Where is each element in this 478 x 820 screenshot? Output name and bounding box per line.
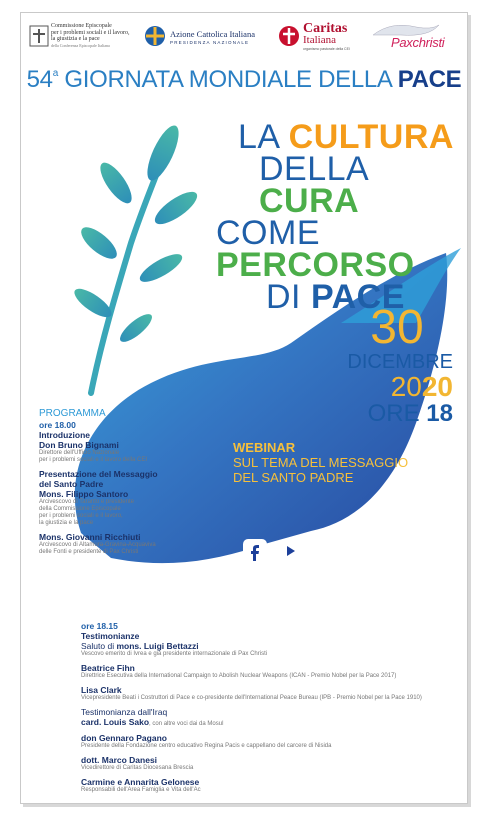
caritas-country: Italiana (303, 34, 336, 46)
sako-line (81, 717, 461, 728)
year-part-1: 20 (390, 371, 422, 402)
program-part-1 (39, 408, 189, 556)
speaker-gelonese: Carmine e Annarita Gelonese (81, 777, 200, 787)
youtube-label: YOUTUBE (369, 563, 419, 574)
speaker-santoro: Mons. Filippo Santoro (39, 489, 129, 499)
main-title (216, 118, 467, 316)
time-value: 18 (426, 400, 453, 427)
title-percorso: PERCORSO (216, 246, 415, 284)
speaker-bettazzi: mons. Luigi Bettazzi (116, 641, 199, 651)
leaf (141, 122, 184, 185)
webinar-line-3: DEL SANTO PADRE (233, 470, 354, 485)
webinar-line-2: SUL TEMA DEL MESSAGGIO (233, 455, 409, 470)
testimonies-heading: Testimonianze (81, 631, 140, 641)
year-part-2: 20 (421, 371, 453, 402)
caritas-name: Caritas (303, 21, 348, 36)
bignami-role-2: per i problemi sociali e il lavoro della CEI (39, 457, 148, 463)
presentation-heading-1: Presentazione del Messaggio (39, 469, 158, 479)
pagano-role: Presidente della Fondazione centro educativo Regina Pacis e cappellano del carcere di Nisida (81, 743, 332, 749)
live-mid: sulla pagina (368, 539, 425, 550)
youtube-icon[interactable] (274, 539, 306, 563)
title-come: COME (216, 214, 320, 252)
title-della: DELLA (259, 150, 368, 188)
speaker-sako: card. Louis Sako (81, 717, 150, 727)
speaker-fihn: Beatrice Fihn (81, 663, 135, 673)
program-label: PROGRAMMA (39, 408, 106, 419)
iraq-testimony-heading: Testimonianza dall'Iraq (81, 707, 168, 717)
gelonese-role: Responsabili dell'Area Famiglia e Vita dell'Ac (81, 787, 201, 793)
cei-line-3: la giustizia e la pace (51, 36, 100, 42)
date-day: 30 (370, 301, 424, 354)
fihn-role: Direttrice Esecutiva della International Campaign to Abolish Nuclear Weapons (ICAN - Premio Nobel per la Pace 2017) (81, 673, 397, 679)
speaker-ricchiuti: Mons. Giovanni Ricchiuti (39, 532, 141, 542)
channel-mid: e sul canale (313, 563, 370, 574)
live-label: IN DIRETTA (313, 539, 369, 550)
title-pace: PACE (310, 278, 405, 316)
greeting-prefix: Saluto di (81, 641, 117, 651)
social-line-2 (313, 563, 467, 575)
cei-line-1: Commissione Episcopale (51, 23, 112, 29)
ricchiuti-role-1: Arcivescovo di Altamura-Gravina-Acquaviva (39, 542, 156, 548)
intro-heading: Introduzione (39, 430, 90, 440)
santoro-role-3: per i problemi sociali e il lavoro, (39, 513, 123, 519)
clark-role: Vicepresidente Beati i Costruttori di Pace e co-presidente dell'International Peace Bureau (IPB - Premio Nobel per la Pace 1910) (81, 695, 422, 701)
speaker-pagano: don Gennaro Pagano (81, 733, 167, 743)
event-headline (21, 66, 467, 94)
date-time (341, 401, 453, 427)
social-text (313, 539, 467, 575)
program-part-2 (81, 621, 461, 794)
leaf (150, 186, 201, 229)
danesi-role: Vicedirettore di Caritas Diocesana Brescia (81, 765, 194, 771)
logo-bar (21, 13, 467, 63)
ac-name: Azione Cattolica Italiana (170, 29, 255, 39)
title-line-2 (236, 150, 467, 220)
webinar-block (233, 440, 408, 485)
leaf (116, 310, 156, 346)
santoro-role-2: della Commissione Episcopale (39, 506, 121, 512)
headline-text: GIORNATA MONDIALE DELLA (64, 66, 392, 93)
time-label: ORE (367, 400, 427, 427)
edition-number: 54 (26, 66, 53, 93)
greeting-line (81, 641, 461, 651)
paxchristi-logo (371, 21, 461, 55)
webinar-label: WEBINAR (233, 440, 296, 455)
bignami-role-1: Direttore dell'Ufficio Nazionale (39, 450, 120, 456)
bettazzi-role: Vescovo emerito di Ivrea e già presidente internazionale di Pax Christi (81, 651, 268, 657)
caritas-cross-icon (278, 23, 300, 49)
cei-emblem-icon (29, 25, 49, 47)
sako-suffix: , con altre voci dai da Mosul (149, 721, 224, 727)
facebook-icon[interactable] (243, 539, 267, 563)
facebook-label: FACEBOOK (313, 551, 370, 562)
date-month: DICEMBRE (347, 351, 453, 373)
poster (20, 12, 468, 804)
title-line-3 (216, 214, 467, 284)
title-di: DI (266, 278, 311, 316)
cei-line-4: della Conferenza Episcopale Italiana (51, 42, 110, 48)
title-line-1 (236, 118, 467, 156)
santoro-role-4: la giustizia e la pace (39, 520, 94, 526)
paxchristi-name: Paxchristi (391, 35, 445, 50)
title-cultura: CULTURA (288, 118, 454, 156)
ac-subtitle: PRESIDENZA NAZIONALE (170, 40, 250, 45)
time-1800: ore 18.00 (39, 420, 76, 430)
caritas-tagline: organismo pastorale della CEI (303, 47, 350, 51)
cei-logo (29, 23, 141, 55)
leaf (136, 249, 186, 287)
cei-line-2: per i problemi sociali e il lavoro, (51, 29, 130, 36)
time-1815: ore 18.15 (81, 621, 118, 631)
edition-suffix: a (52, 68, 58, 79)
headline-pace: PACE (397, 66, 462, 93)
leaf (76, 222, 121, 264)
speaker-danesi: dott. Marco Danesi (81, 755, 158, 765)
santoro-role-1: Arcivescovo di Taranto e presidente (39, 499, 134, 505)
title-la: LA (238, 118, 289, 156)
ac-emblem-icon (144, 25, 166, 47)
date-year (341, 373, 453, 401)
title-cura: CURA (259, 182, 360, 220)
ac-logo (144, 25, 269, 53)
leaf (70, 284, 115, 322)
event-date (341, 301, 453, 427)
speaker-clark: Lisa Clark (81, 685, 122, 695)
leaf (95, 158, 137, 208)
caritas-logo (278, 21, 358, 55)
presentation-heading-2: del Santo Padre (39, 479, 104, 489)
speaker-bignami: Don Bruno Bignami (39, 440, 119, 450)
social-line-1 (313, 539, 467, 563)
ricchiuti-role-2: delle Fonti e presidente di Pax Christi (39, 549, 139, 555)
